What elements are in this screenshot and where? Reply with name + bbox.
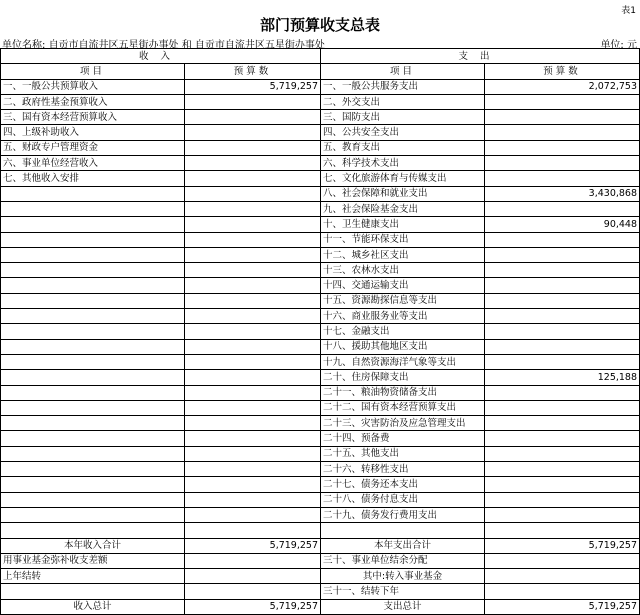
income-grand-total-amount: 5,719,257 <box>185 599 321 614</box>
income-item-name <box>1 247 185 262</box>
table-row <box>1 293 640 308</box>
expense-item-amount: 125,188 <box>485 370 640 385</box>
expense-item-name: 四、公共安全支出 <box>321 125 485 140</box>
currency-unit: 单位: 元 <box>600 40 637 51</box>
income-item-name <box>1 217 185 232</box>
income-item-amount: 5,719,257 <box>185 79 321 94</box>
fund-balance-row <box>1 553 640 568</box>
table-row <box>1 140 640 155</box>
income-item-header: 项目 <box>1 64 185 79</box>
income-item-name <box>1 416 185 431</box>
table-row <box>1 523 640 538</box>
income-item-amount <box>185 370 321 385</box>
income-item-amount <box>185 523 321 538</box>
expense-item-header: 项目 <box>321 64 485 79</box>
income-item-amount <box>185 217 321 232</box>
income-item-name <box>1 431 185 446</box>
expense-item-name: 十、卫生健康支出 <box>321 217 485 232</box>
table-row <box>1 186 640 201</box>
table-row <box>1 354 640 369</box>
expense-item-amount <box>485 492 640 507</box>
table-row <box>1 339 640 354</box>
table-row <box>1 232 640 247</box>
income-grand-total-label: 收入总计 <box>1 599 185 614</box>
expense-item-name: 十二、城乡社区支出 <box>321 247 485 262</box>
expense-item-amount <box>485 477 640 492</box>
table-row <box>1 446 640 461</box>
income-item-name <box>1 201 185 216</box>
expense-item-amount <box>485 309 640 324</box>
unit-name-label: 单位名称: <box>2 40 46 51</box>
table-row <box>1 400 640 415</box>
expense-item-name: 十七、金融支出 <box>321 324 485 339</box>
income-item-name: 二、政府性基金预算收入 <box>1 94 185 109</box>
budget-table <box>0 48 640 615</box>
unit-name-value: 自贡市自流井区五星街办事处 和 自贡市自流井区五星街办事处 <box>48 40 325 51</box>
expense-item-amount <box>485 247 640 262</box>
income-item-name: 三、国有资本经营预算收入 <box>1 110 185 125</box>
income-item-name: 五、财政专户管理资金 <box>1 140 185 155</box>
income-item-name: 一、一般公共预算收入 <box>1 79 185 94</box>
expense-item-amount <box>485 462 640 477</box>
expense-item-name: 二十、住房保障支出 <box>321 370 485 385</box>
table-row <box>1 309 640 324</box>
expense-item-name: 九、社会保险基金支出 <box>321 201 485 216</box>
expense-item-amount <box>485 110 640 125</box>
expense-item-amount <box>485 416 640 431</box>
expense-item-name: 十五、资源勘探信息等支出 <box>321 293 485 308</box>
table-row <box>1 94 640 109</box>
expense-item-name: 十六、商业服务业等支出 <box>321 309 485 324</box>
expense-grand-total-amount: 5,719,257 <box>485 599 640 614</box>
expense-item-amount <box>485 400 640 415</box>
expense-item-amount: 2,072,753 <box>485 79 640 94</box>
expense-item-name: 二十九、债务发行费用支出 <box>321 507 485 522</box>
income-item-amount <box>185 446 321 461</box>
income-item-amount <box>185 110 321 125</box>
expense-item-amount <box>485 385 640 400</box>
income-item-amount <box>185 492 321 507</box>
expense-item-name: 二十七、债务还本支出 <box>321 477 485 492</box>
income-item-name <box>1 293 185 308</box>
table-row <box>1 370 640 385</box>
expense-item-name: 五、教育支出 <box>321 140 485 155</box>
income-item-amount <box>185 247 321 262</box>
income-carry-label: 上年结转 <box>1 569 185 584</box>
expense-item-name: 十九、自然资源海洋气象等支出 <box>321 354 485 369</box>
expense-item-name: 二十六、转移性支出 <box>321 462 485 477</box>
table-row <box>1 156 640 171</box>
expense-item-amount <box>485 507 640 522</box>
income-item-amount <box>185 416 321 431</box>
table-row <box>1 507 640 522</box>
expense-item-amount <box>485 431 640 446</box>
income-item-amount <box>185 339 321 354</box>
income-budget-header: 预算数 <box>185 64 321 79</box>
income-item-amount <box>185 94 321 109</box>
expense-item-amount <box>485 293 640 308</box>
income-item-name <box>1 339 185 354</box>
table-number: 表1 <box>621 6 636 16</box>
expense-item-amount <box>485 201 640 216</box>
income-item-amount <box>185 354 321 369</box>
expense-item-name: 三、国防支出 <box>321 110 485 125</box>
table-row <box>1 278 640 293</box>
expense-balance-label: 三十、事业单位结余分配 <box>321 553 485 568</box>
income-item-name <box>1 477 185 492</box>
expense-next-amount <box>485 584 640 599</box>
income-item-amount <box>185 431 321 446</box>
income-item-name <box>1 492 185 507</box>
income-item-name: 七、其他收入安排 <box>1 171 185 186</box>
expense-item-name: 二十八、债务付息支出 <box>321 492 485 507</box>
expense-item-name: 二、外交支出 <box>321 94 485 109</box>
expense-item-amount <box>485 140 640 155</box>
income-item-name <box>1 507 185 522</box>
income-item-name: 四、上级补助收入 <box>1 125 185 140</box>
expense-item-name: 二十二、国有资本经营预算支出 <box>321 400 485 415</box>
page-title: 部门预算收支总表 <box>259 16 380 34</box>
income-item-amount <box>185 309 321 324</box>
expense-item-name: 二十三、灾害防治及应急管理支出 <box>321 416 485 431</box>
expense-item-amount <box>485 232 640 247</box>
income-item-name <box>1 523 185 538</box>
table-row <box>1 263 640 278</box>
expense-item-name: 十一、节能环保支出 <box>321 232 485 247</box>
income-item-name <box>1 278 185 293</box>
table-row <box>1 171 640 186</box>
expense-transfer-label: 其中:转入事业基金 <box>321 569 485 584</box>
expense-item-amount <box>485 339 640 354</box>
income-item-amount <box>185 400 321 415</box>
expense-item-name: 六、科学技术支出 <box>321 156 485 171</box>
income-item-amount <box>185 156 321 171</box>
carry-forward-row <box>1 584 640 599</box>
expense-item-amount: 3,430,868 <box>485 186 640 201</box>
expense-next-label: 三十一、结转下年 <box>321 584 485 599</box>
expense-item-name: 八、社会保障和就业支出 <box>321 186 485 201</box>
income-section-header: 收入 <box>1 49 321 64</box>
income-item-amount <box>185 385 321 400</box>
income-item-name <box>1 385 185 400</box>
expense-item-amount <box>485 523 640 538</box>
table-row <box>1 79 640 94</box>
table-row <box>1 110 640 125</box>
expense-item-amount <box>485 324 640 339</box>
income-item-amount <box>185 263 321 278</box>
income-item-name <box>1 400 185 415</box>
expense-item-amount <box>485 125 640 140</box>
income-item-amount <box>185 186 321 201</box>
expense-balance-amount <box>485 553 640 568</box>
income-blank-label <box>1 584 185 599</box>
income-item-amount <box>185 507 321 522</box>
table-row <box>1 431 640 446</box>
expense-item-amount <box>485 94 640 109</box>
expense-transfer-amount <box>485 569 640 584</box>
expense-grand-total-label: 支出总计 <box>321 599 485 614</box>
column-header-row <box>1 64 640 79</box>
income-item-name <box>1 232 185 247</box>
expense-item-name: 七、文化旅游体育与传媒支出 <box>321 171 485 186</box>
expense-item-amount <box>485 263 640 278</box>
expense-item-amount <box>485 446 640 461</box>
income-item-amount <box>185 232 321 247</box>
income-item-name <box>1 324 185 339</box>
table-row <box>1 324 640 339</box>
expense-section-header: 支出 <box>321 49 640 64</box>
carry-over-row <box>1 569 640 584</box>
expense-item-name: 二十五、其他支出 <box>321 446 485 461</box>
income-year-total-amount: 5,719,257 <box>185 538 321 553</box>
income-item-amount <box>185 462 321 477</box>
expense-item-name: 二十四、预备费 <box>321 431 485 446</box>
income-fund-amount <box>185 553 321 568</box>
income-item-name <box>1 263 185 278</box>
grand-total-row <box>1 599 640 614</box>
expense-item-amount <box>485 278 640 293</box>
table-row <box>1 492 640 507</box>
income-item-name: 六、事业单位经营收入 <box>1 156 185 171</box>
expense-budget-header: 预算数 <box>485 64 640 79</box>
section-header-row <box>1 49 640 64</box>
income-fund-label: 用事业基金弥补收支差额 <box>1 553 185 568</box>
expense-item-name: 十八、援助其他地区支出 <box>321 339 485 354</box>
income-item-name <box>1 446 185 461</box>
income-carry-amount <box>185 569 321 584</box>
expense-item-amount <box>485 354 640 369</box>
income-item-amount <box>185 278 321 293</box>
income-item-name <box>1 309 185 324</box>
expense-item-amount <box>485 156 640 171</box>
expense-item-name: 十三、农林水支出 <box>321 263 485 278</box>
income-item-amount <box>185 293 321 308</box>
income-item-amount <box>185 125 321 140</box>
table-row <box>1 217 640 232</box>
income-item-name <box>1 186 185 201</box>
table-row <box>1 416 640 431</box>
year-total-row <box>1 538 640 553</box>
income-item-amount <box>185 477 321 492</box>
income-blank-amount <box>185 584 321 599</box>
expense-item-amount: 90,448 <box>485 217 640 232</box>
income-item-amount <box>185 201 321 216</box>
table-row <box>1 201 640 216</box>
income-item-amount <box>185 140 321 155</box>
table-row <box>1 477 640 492</box>
income-year-total-label: 本年收入合计 <box>1 538 185 553</box>
expense-item-name: 二十一、粮油物资储备支出 <box>321 385 485 400</box>
expense-year-total-label: 本年支出合计 <box>321 538 485 553</box>
income-item-amount <box>185 324 321 339</box>
income-item-amount <box>185 171 321 186</box>
income-item-name <box>1 370 185 385</box>
table-row <box>1 125 640 140</box>
table-row <box>1 247 640 262</box>
expense-item-name: 十四、交通运输支出 <box>321 278 485 293</box>
expense-item-amount <box>485 171 640 186</box>
income-item-name <box>1 462 185 477</box>
table-row <box>1 385 640 400</box>
table-row <box>1 462 640 477</box>
expense-item-name: 一、一般公共服务支出 <box>321 79 485 94</box>
income-item-name <box>1 354 185 369</box>
expense-year-total-amount: 5,719,257 <box>485 538 640 553</box>
expense-item-name <box>321 523 485 538</box>
